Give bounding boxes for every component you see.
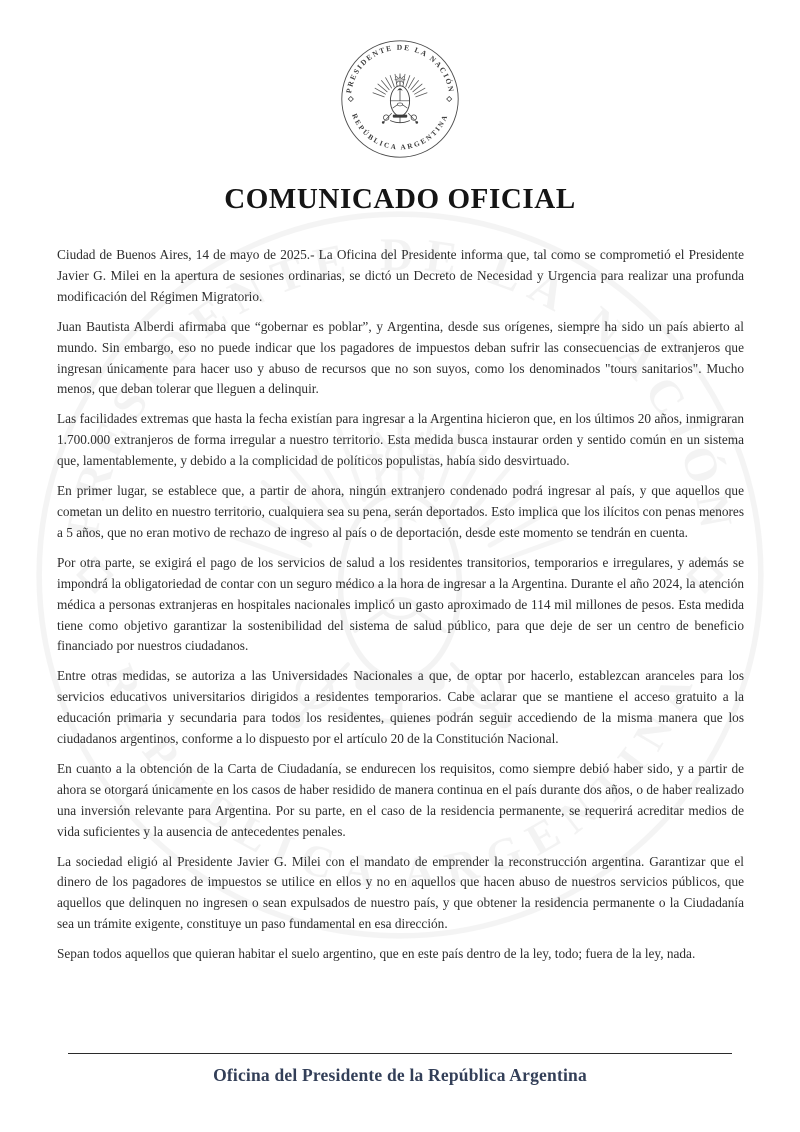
paragraph: Entre otras medidas, se autoriza a las Universidades Nacionales a que, de optar por hacerlo, establezcan aranceles para los servicios educativos universitarios dirigidos a residentes temporarios. Cabe aclarar que se mantiene el acceso gratuito a la educación primaria y secundaria para todos los residentes, quienes podrán seguir accediendo de la misma manera que los ciudadanos argentinos, conforme a lo dispuesto por el artículo 20 de la Constitución Nacional.	[57, 668, 744, 747]
paragraph: Por otra parte, se exigirá el pago de los servicios de salud a los residentes transitorios, temporarios e irregulares, y además se impondrá la obligatoriedad de contar con un seguro médico a la hora de ingresar a la Argentina. Durante el año 2024, la atención médica a personas extranjeras en hospitales nacionales implicó un gasto aproximado de 114 mil millones de pesos. Esta medida tiene como objetivo garantizar la sostenibilidad del sistema de salud público, para que deje de ser un centro de beneficio financiado por nuestros ciudadanos.	[57, 554, 744, 654]
paragraph: En primer lugar, se establece que, a partir de ahora, ningún extranjero condenado podrá ingresar al país, y que aquellos que cometan un delito en nuestro territorio, cualquiera sea su pena, serán deportados. Esto implica que los ilícitos con penas menores a 5 años, que no eran motivo de rechazo de ingreso al país o de deportación, desde este momento se tendrán en cuenta.	[57, 483, 744, 540]
paragraph: La sociedad eligió al Presidente Javier G. Milei con el mandato de emprender la reconstrucción argentina. Garantizar que el dinero de los pagadores de impuestos se utilice en ellos y no en aquellos que hacen abuso de nuestros servicios públicos, que aquellos que delinquen no ingresen o sean expulsados de nuestro país, y que obtener la residencia permanente o la Ciudadanía sea un trámite exigente, constituye un paso fundamental en esa dirección.	[57, 853, 744, 932]
presidential-seal-graphic	[340, 39, 460, 159]
paragraph-closing: Sepan todos aquellos que quieran habitar el suelo argentino, que en este país dentro de la ley, todo; fuera de la ley, nada.	[57, 946, 696, 962]
paragraph: Las facilidades extremas que hasta la fecha existían para ingresar a la Argentina hicieron que, en los últimos 20 años, inmigraran 1.700.000 extranjeros de forma irregular a nuestro territorio. Esta medida busca instaurar orden y sentido común en un sistema que, lamentablemente, y debido a la complicidad de políticos populistas, había sido desvirtuado.	[57, 411, 744, 469]
footer-divider	[68, 1053, 732, 1054]
document-body	[57, 245, 744, 974]
footer-office-name: Oficina del Presidente de la República Argentina	[213, 1065, 587, 1085]
paragraph: En cuanto a la obtención de la Carta de Ciudadanía, se endurecen los requisitos, como siempre debió haber sido, y a partir de ahora se otorgará únicamente en los casos de haber residido de manera continua en el país durante dos años, o de haber realizado una inversión relevante para Argentina. Por su parte, en el caso de la residencia permanente, se requerirá acreditar medios de vida suficientes y la ausencia de antecedentes penales.	[57, 760, 744, 839]
paragraph: Juan Bautista Alberdi afirmaba que “gobernar es poblar”, y Argentina, desde sus orígenes, siempre ha sido un país abierto al mundo. Sin embargo, eso no puede indicar que los pagadores de impuestos deban sufrir las consecuencias de extranjeros que ingresan únicamente para hacer uso y abuso de recursos que no son suyos, como los denominados "tours sanitarios". Mucho menos, que deban tolerar que lleguen a delinquir.	[57, 318, 744, 397]
document-footer	[0, 1053, 800, 1086]
paragraph-dateline: Ciudad de Buenos Aires, 14 de mayo de 2025.- La Oficina del Presidente informa que, tal como se comprometió el Presidente Javier G. Milei en la apertura de sesiones ordinarias, se dictó un Decreto de Necesidad y Urgencia para realizar una profunda modificación del Régimen Migratorio.	[57, 247, 744, 304]
presidential-seal	[340, 39, 460, 159]
page-title: COMUNICADO OFICIAL	[224, 183, 576, 215]
